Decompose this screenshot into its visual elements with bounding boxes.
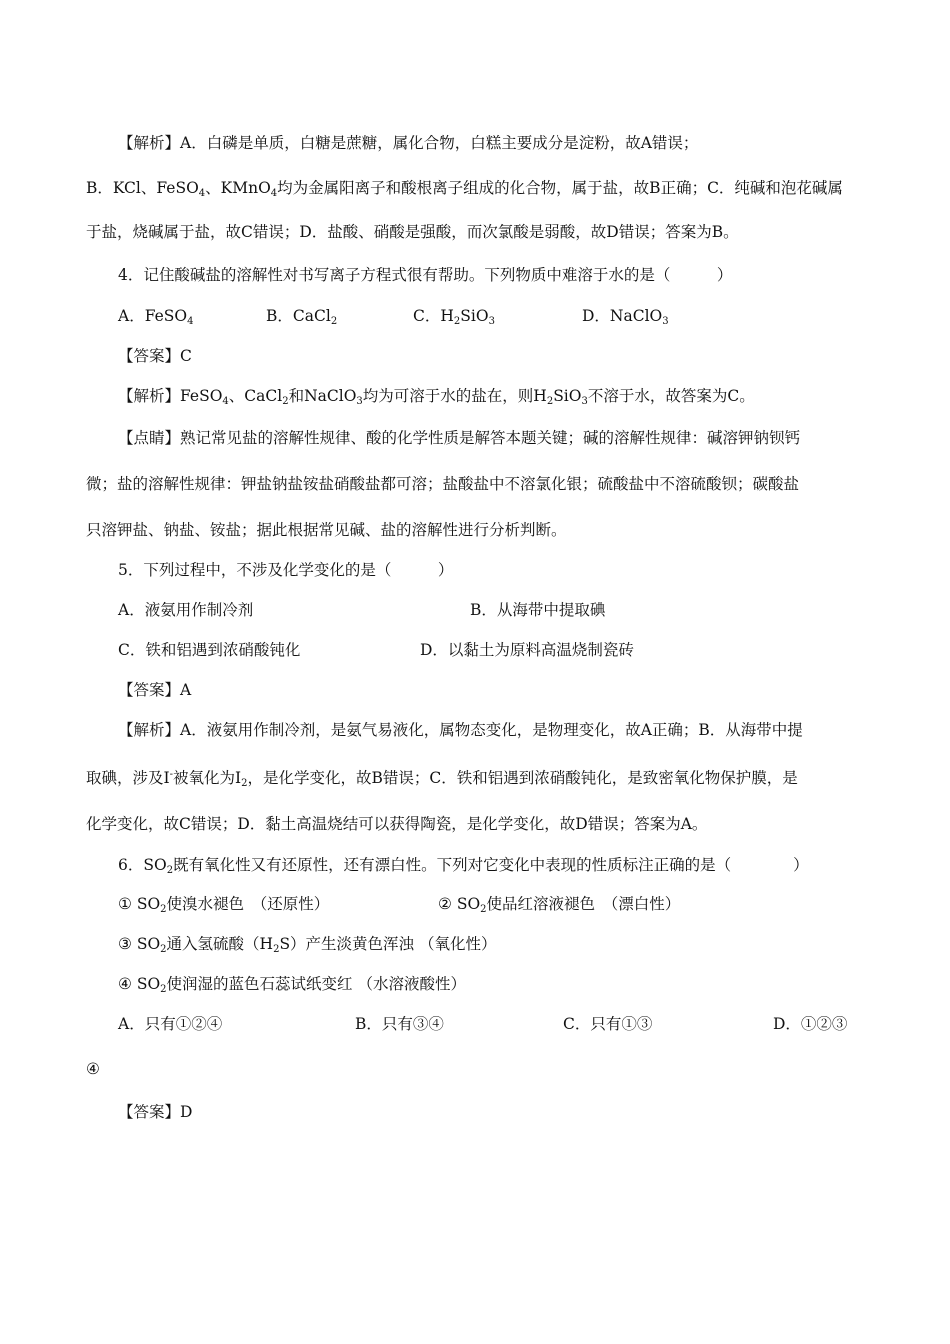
answer-5: 【答案】A xyxy=(118,681,192,699)
question-4: 4．记住酸碱盐的溶解性对书写离子方程式很有帮助。下列物质中难溶于水的是（ ） xyxy=(118,266,733,284)
analysis-5-line-1: 【解析】A．液氨用作制冷剂，是氨气易液化，属物态变化，是物理变化，故A正确；B．从海带中提 xyxy=(118,721,803,739)
tip-line-3: 只溶钾盐、钠盐、铵盐；据此根据常见碱、盐的溶解性进行分析判断。 xyxy=(86,521,567,539)
analysis-4: 【解析】FeSO$_4$、CaCl$_2$和NaClO$_3$均为可溶于水的盐在，则$H_2SiO_3$不溶于水，故答案为C。 xyxy=(118,387,755,407)
q6-option-c: C．只有①③ xyxy=(563,1015,653,1033)
q6-statement-1: ① $SO_2$使溴水褪色 （还原性） xyxy=(118,895,330,915)
q5-option-a: A．液氨用作制冷剂 xyxy=(118,601,254,619)
q4-option-b: B．CaCl$_2$ xyxy=(266,307,338,327)
q6-option-d-wrap: ④ xyxy=(86,1060,100,1078)
analysis-line-2: B．KCl、FeSO$_4$、KMnO$_4$均为金属阳离子和酸根离子组成的化合物，属于盐，故B正确；C．纯碱和泡花碱属 xyxy=(86,179,843,199)
q5-option-c: C．铁和铝遇到浓硝酸钝化 xyxy=(118,641,301,659)
tip-line-2: 微；盐的溶解性规律：钾盐钠盐铵盐硝酸盐都可溶；盐酸盐中不溶氯化银；硫酸盐中不溶硫酸钡；碳酸盐 xyxy=(86,475,800,493)
answer-4: 【答案】C xyxy=(118,347,192,365)
q4-option-c: C．$H_2SiO_3$ xyxy=(413,307,495,327)
q6-option-b: B．只有③④ xyxy=(355,1015,444,1033)
q6-option-a: A．只有①②④ xyxy=(118,1015,223,1033)
analysis-5-line-2: 取碘，涉及I-被氧化为$I_2$，是化学变化，故B错误；C．铁和铝遇到浓硝酸钝化，是致密氧化物保护膜，是 xyxy=(86,769,798,789)
q5-option-b: B．从海带中提取碘 xyxy=(470,601,606,619)
q6-statement-4: ④ $SO_2$使润湿的蓝色石蕊试纸变红 （水溶液酸性） xyxy=(118,975,466,995)
analysis-line-1: 【解析】A．白磷是单质，白糖是蔗糖，属化合物，白糕主要成分是淀粉，故A错误； xyxy=(118,134,699,152)
q5-option-d: D．以黏土为原料高温烧制瓷砖 xyxy=(420,641,634,659)
q6-statement-2: ② $SO_2$使品红溶液褪色 （漂白性） xyxy=(438,895,681,915)
q4-option-a: A．FeSO$_4$ xyxy=(118,307,194,327)
q6-statement-3: ③ $SO_2$通入氢硫酸$(H_2S)$产生淡黄色浑浊 （氧化性） xyxy=(118,935,497,955)
answer-6: 【答案】D xyxy=(118,1103,193,1121)
question-6: 6．$SO_2$既有氧化性又有还原性，还有漂白性。下列对它变化中表现的性质标注正确的是（ ） xyxy=(118,856,809,876)
q4-option-d: D．NaClO$_3$ xyxy=(582,307,669,327)
analysis-5-line-3: 化学变化，故C错误；D．黏土高温烧结可以获得陶瓷，是化学变化，故D错误；答案为A。 xyxy=(86,815,708,833)
question-5: 5．下列过程中，不涉及化学变化的是（ ） xyxy=(118,561,454,579)
tip-line-1: 【点睛】熟记常见盐的溶解性规律、酸的化学性质是解答本题关键；碱的溶解性规律：碱溶钾钠钡钙 xyxy=(118,429,801,447)
analysis-line-3: 于盐，烧碱属于盐，故C错误；D．盐酸、硝酸是强酸，而次氯酸是弱酸，故D错误；答案为B。 xyxy=(86,223,739,241)
q6-option-d: D．①②③ xyxy=(773,1015,848,1033)
